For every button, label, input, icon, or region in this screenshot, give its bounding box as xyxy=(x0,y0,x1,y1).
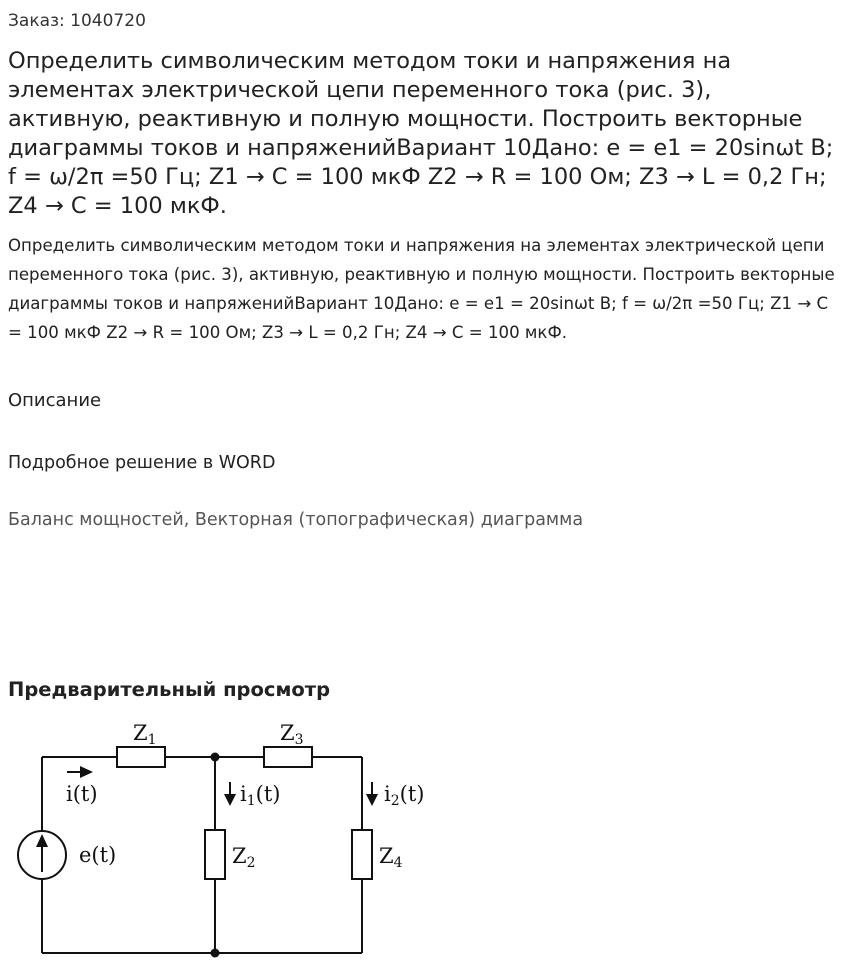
tag-vector-diagram[interactable]: Векторная (топографическая) диаграмма xyxy=(194,510,584,530)
arrow-down-icon xyxy=(224,794,236,806)
impedance-z3 xyxy=(264,747,312,767)
task-description: Определить символическим методом токи и напряжения на элементах электрической цепи переменного тока (рис. 3), активную, реактивную и полную мощности. Построить векторные диаграммы токов и напряженийВариант 10Дано: е = е1 = 20sinωt В; f = ω/2π =50 Гц; Z1 → C = 100 мкФ Z2 → R = 100 Ом; Z3 → L = 0,2 Гн; Z4 → C = 100 мкФ. xyxy=(8,236,835,342)
label-current-i2: i2(t) xyxy=(384,782,425,809)
label-z1: Z1 xyxy=(133,721,157,748)
circuit-diagram xyxy=(0,710,460,967)
solution-format: Подробное решение в WORD xyxy=(8,453,276,473)
junction-top xyxy=(211,753,220,762)
tag-separator: , xyxy=(183,510,195,530)
description-label: Описание xyxy=(8,390,102,411)
label-z4: Z4 xyxy=(379,844,403,871)
tag-power-balance[interactable]: Баланс мощностей xyxy=(8,510,184,530)
order-number: Заказ: 1040720 xyxy=(8,11,146,31)
impedance-z4 xyxy=(352,830,372,879)
label-z2: Z2 xyxy=(232,844,256,871)
arrow-down-icon xyxy=(366,794,378,806)
impedance-z1 xyxy=(117,747,165,767)
junction-bottom xyxy=(211,949,220,958)
impedance-z2 xyxy=(205,830,225,879)
label-current-i: i(t) xyxy=(66,782,98,806)
page-title: Определить символическим методом токи и напряжения на элементах электрической цепи переменного тока (рис. 3), активную, реактивную и полную мощности. Построить векторные диаграммы токов и напряженийВариант 10Дано: е = е1 = 20sinωt В; f = ω/2π =50 Гц; Z1 → C = 100 мкФ Z2 → R = 100 Ом; Z3 → L = 0,2 Гн; Z4 → C = 100 мкФ. xyxy=(8,48,834,219)
tag-list xyxy=(8,508,583,532)
arrow-right-icon xyxy=(80,766,93,778)
preview-heading: Предварительный просмотр xyxy=(8,678,331,701)
label-z3: Z3 xyxy=(280,721,304,748)
label-current-i1: i1(t) xyxy=(240,782,281,809)
label-source: e(t) xyxy=(79,843,117,867)
